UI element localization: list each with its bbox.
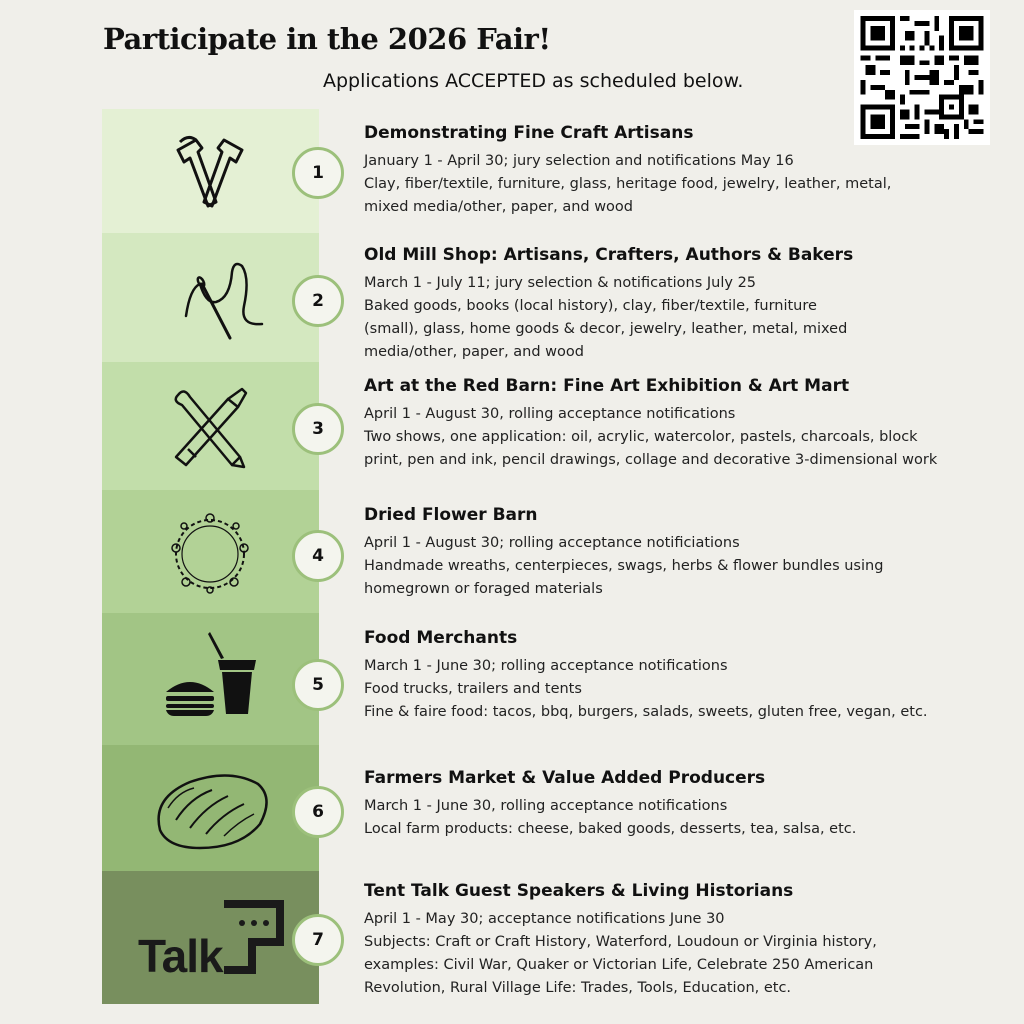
step-circle-1: 1	[292, 147, 344, 199]
section-detail: Two shows, one application: oil, acrylic, watercolor, pastels, charcoals, block	[364, 429, 918, 445]
talk-icon-text: Talk	[138, 930, 223, 974]
section-detail: homegrown or foraged materials	[364, 581, 603, 597]
step-circle-4: 4	[292, 530, 344, 582]
talk-bubble-icon	[138, 898, 284, 978]
section-detail: Baked goods, books (local history), clay, fiber/textile, furniture	[364, 298, 817, 314]
section-1	[364, 123, 1014, 219]
bread-loaf-icon	[150, 768, 272, 856]
section-detail: print, pen and ink, pencil drawings, collage and decorative 3-dimensional work	[364, 452, 938, 468]
section-detail: (small), glass, home goods & decor, jewelry, leather, metal, mixed	[364, 321, 848, 337]
hammers-icon	[168, 132, 252, 216]
section-dates: April 1 - August 30, rolling acceptance notifications	[364, 406, 736, 422]
section-5	[364, 628, 1014, 724]
section-dates: March 1 - June 30, rolling acceptance notifications	[364, 798, 728, 814]
section-dates: January 1 - April 30; jury selection and notifications May 16	[364, 153, 794, 169]
section-3	[364, 376, 1014, 472]
section-6	[364, 768, 1014, 841]
section-detail: Food trucks, trailers and tents	[364, 681, 582, 697]
section-title: Tent Talk Guest Speakers & Living Historians	[364, 881, 794, 901]
section-title: Old Mill Shop: Artisans, Crafters, Authors & Bakers	[364, 245, 854, 265]
page-title: Participate in the 2026 Fair!	[103, 22, 551, 56]
section-detail: media/other, paper, and wood	[364, 344, 584, 360]
burger-drink-icon	[164, 630, 260, 722]
section-title: Art at the Red Barn: Fine Art Exhibition & Art Mart	[364, 376, 850, 396]
step-circle-3: 3	[292, 403, 344, 455]
section-detail: Clay, fiber/textile, furniture, glass, heritage food, jewelry, leather, metal,	[364, 176, 892, 192]
section-dates: March 1 - July 11; jury selection & notifications July 25	[364, 275, 757, 291]
page-subtitle: Applications ACCEPTED as scheduled below.	[323, 70, 744, 92]
step-circle-2: 2	[292, 275, 344, 327]
section-detail: Fine & faire food: tacos, bbq, burgers, salads, sweets, gluten free, vegan, etc.	[364, 704, 928, 720]
section-detail: Revolution, Rural Village Life: Trades, Tools, Education, etc.	[364, 980, 792, 996]
section-title: Dried Flower Barn	[364, 505, 538, 525]
section-detail: examples: Civil War, Quaker or Victorian Life, Celebrate 250 American	[364, 957, 874, 973]
needle-thread-icon	[180, 254, 266, 350]
step-circle-6: 6	[292, 786, 344, 838]
qr-code-icon	[860, 16, 984, 139]
section-dates: March 1 - June 30; rolling acceptance notifications	[364, 658, 728, 674]
section-2	[364, 245, 1014, 364]
wreath-icon	[164, 508, 256, 604]
step-circle-7: 7	[292, 914, 344, 966]
section-title: Demonstrating Fine Craft Artisans	[364, 123, 694, 143]
section-title: Food Merchants	[364, 628, 518, 648]
section-7	[364, 881, 1014, 1000]
section-dates: April 1 - August 30; rolling acceptance notificiations	[364, 535, 740, 551]
section-title: Farmers Market & Value Added Producers	[364, 768, 766, 788]
brush-pencil-icon	[168, 385, 254, 475]
section-detail: Handmade wreaths, centerpieces, swags, herbs & flower bundles using	[364, 558, 884, 574]
section-detail: mixed media/other, paper, and wood	[364, 199, 634, 215]
section-detail: Local farm products: cheese, baked goods, desserts, tea, salsa, etc.	[364, 821, 857, 837]
section-dates: April 1 - May 30; acceptance notifications June 30	[364, 911, 725, 927]
section-4	[364, 505, 1014, 601]
step-circle-5: 5	[292, 659, 344, 711]
section-detail: Subjects: Craft or Craft History, Waterford, Loudoun or Virginia history,	[364, 934, 877, 950]
